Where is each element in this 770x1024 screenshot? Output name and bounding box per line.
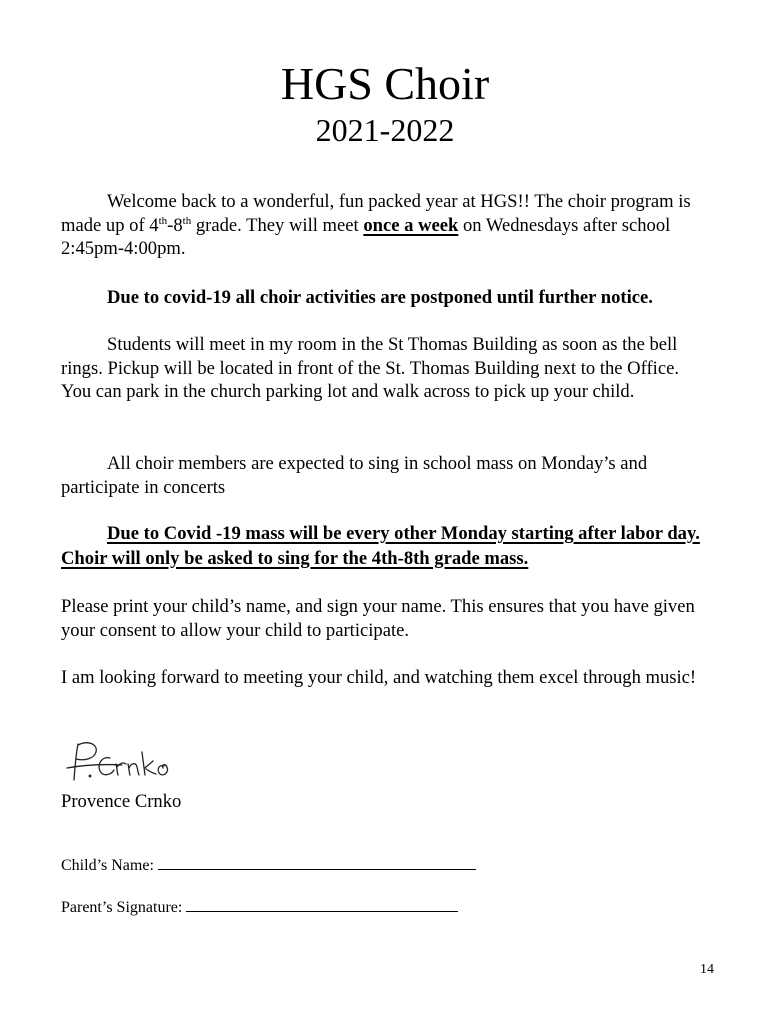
handwritten-signature	[64, 738, 184, 786]
covid-mass-notice-text: Due to Covid -19 mass will be every other Monday starting after labor day. Choir will only be asked to sing for the 4th-8th grade mass.	[61, 523, 700, 569]
child-name-line[interactable]	[158, 855, 476, 870]
intro-emphasis: once a week	[363, 214, 459, 236]
document-year: 2021-2022	[315, 112, 455, 148]
intro-text-c: on Wednesdays after school 2:45pm-4:00pm.	[61, 214, 671, 259]
page-number: 14	[700, 962, 714, 977]
document-title: HGS Choir	[280, 58, 490, 109]
intro-sup-a: th	[158, 214, 168, 227]
intro-dash: -8	[167, 214, 183, 236]
covid-mass-notice	[61, 522, 711, 571]
closing-paragraph: I am looking forward to meeting your child, and watching them excel through music!	[61, 667, 697, 688]
child-name-field[interactable]	[61, 855, 476, 876]
consent-paragraph: Please print your child’s name, and sign your name. This ensures that you have given your consent to allow your child to participate.	[61, 596, 695, 641]
printed-signature-name: Provence Crnko	[61, 791, 182, 812]
parent-signature-field[interactable]	[61, 897, 458, 918]
location-paragraph: Students will meet in my room in the St Thomas Building as soon as the bell rings. Pickup will be located in front of the St. Thomas Building next to the Office. You can park in the church parking lot and walk across to pick up your child.	[61, 334, 679, 402]
mass-paragraph: All choir members are expected to sing in school mass on Monday’s and participate in concerts	[61, 453, 648, 498]
intro-paragraph	[61, 190, 711, 261]
parent-signature-line[interactable]	[186, 897, 458, 912]
covid-notice: Due to covid-19 all choir activities are postponed until further notice.	[107, 287, 653, 308]
intro-text-b: grade. They will meet	[191, 214, 364, 236]
child-name-label: Child’s Name:	[61, 857, 158, 874]
parent-signature-label: Parent’s Signature:	[61, 899, 187, 916]
intro-sup-b: th	[182, 214, 192, 227]
intro-text-a: Welcome back to a wonderful, fun packed year at HGS!! The choir program is made up of 4	[61, 191, 691, 236]
